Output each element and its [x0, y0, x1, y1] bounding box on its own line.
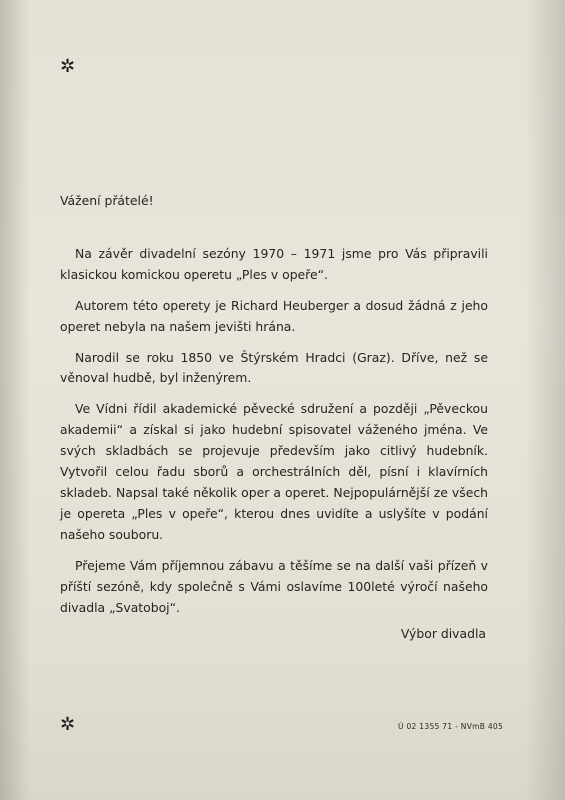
paragraph-intro: Na závěr divadelní sezóny 1970 – 1971 jsme pro Vás připravili klasickou komickou operetu „Ples v opeře“. — [60, 245, 488, 282]
paragraph-birth: Narodil se roku 1850 ve Štýrském Hradci (Graz). Dříve, než se věnoval hudbě, byl inženýrem. — [60, 349, 488, 386]
star-ornament-icon: ✲ — [60, 714, 76, 735]
signature: Výbor divadla — [400, 626, 486, 642]
paragraph-closing: Přejeme Vám příjemnou zábavu a těšíme se na další vaši přízeň v příští sezóně, kdy společně s Vámi oslavíme 100leté výročí našeho divadla „Svatoboj“. — [60, 557, 488, 615]
greeting: Vážení přátelé! — [60, 193, 154, 208]
paragraph-career: Ve Vídni řídil akademické pěvecké sdružení a později „Pěveckou akademii“ a získal si jako hudební spisovatel váženého jména. Ve svých skladbách se projevuje především jako citlivý hudebník. Vytvořil celou řadu sborů a orchestrálních děl, písní i klavírních skladeb. Napsal také několik oper a operet. Nejpopulárnější ze všech je opereta „Ples v opeře“, kterou dnes uvidíte a uslyšíte v podání našeho souboru. — [60, 401, 488, 542]
paragraph-author: Autorem této operety je Richard Heuberger a dosud žádná z jeho operet nebyla na našem jevišti hrána. — [60, 297, 488, 334]
print-code: Ú 02 1355 71 - NVmB 405 — [398, 722, 504, 731]
star-ornament-icon: ✲ — [60, 56, 76, 77]
letter-body — [60, 191, 488, 645]
